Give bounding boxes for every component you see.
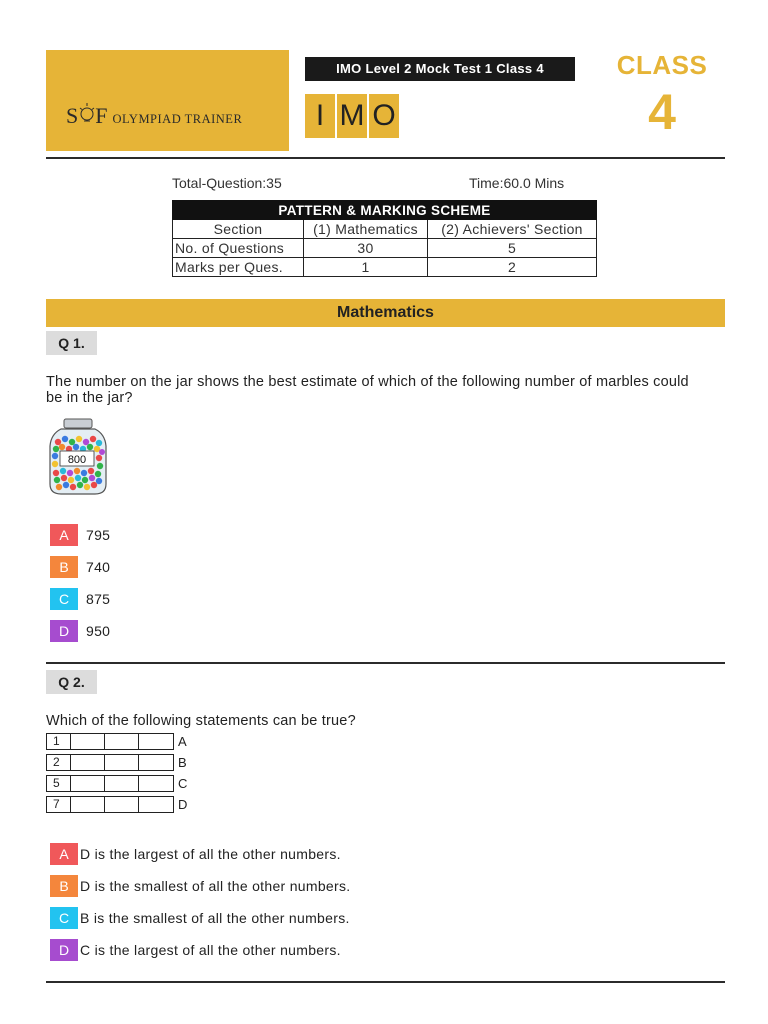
test-time: Time:60.0 Mins (469, 175, 565, 191)
section-title: Mathematics (46, 299, 725, 327)
grid-label: D (178, 797, 188, 812)
imo-letter-i: I (305, 94, 335, 138)
grid-digit: 2 (47, 755, 71, 770)
option-letter: C (50, 907, 78, 929)
digit-grid-row (46, 796, 187, 813)
jar-label: 800 (67, 454, 87, 466)
bulb-icon (79, 102, 95, 124)
option-letter: A (50, 524, 78, 546)
question-divider (46, 981, 725, 983)
q1-option-d[interactable] (50, 620, 110, 642)
scheme-title: PATTERN & MARKING SCHEME (173, 201, 597, 220)
option-letter: B (50, 875, 78, 897)
logo-letter-s: S (66, 103, 80, 128)
option-text: D is the smallest of all the other numbers. (80, 878, 351, 894)
imo-letter-m: M (337, 94, 367, 138)
option-text: C is the largest of all the other numbers. (80, 942, 341, 958)
option-letter: A (50, 843, 78, 865)
option-text: B is the smallest of all the other numbers. (80, 910, 350, 926)
question-text-2: Which of the following statements can be true? (46, 713, 356, 729)
logo-subtitle: OLYMPIAD TRAINER (112, 112, 243, 126)
option-letter: D (50, 620, 78, 642)
option-text: 950 (86, 623, 111, 639)
q1-option-a[interactable] (50, 524, 110, 546)
question-tag-2: Q 2. (46, 670, 97, 694)
table-cell: (1) Mathematics (304, 220, 428, 239)
option-letter: B (50, 556, 78, 578)
q2-option-c[interactable] (50, 907, 350, 929)
question-text-1: The number on the jar shows the best estimate of which of the following number of marbles could be in the jar? (46, 374, 689, 406)
table-cell: Marks per Ques. (173, 258, 304, 277)
grid-label: C (178, 776, 188, 791)
table-cell: 1 (304, 258, 428, 277)
table-row (173, 258, 597, 277)
question-divider (46, 662, 725, 664)
grid-digit: 7 (47, 797, 71, 812)
total-questions: Total-Question:35 (172, 175, 282, 191)
digit-grid-row (46, 775, 187, 792)
logo-letter-f: F (95, 103, 109, 128)
grid-digit: 1 (47, 734, 71, 749)
sof-logo (66, 102, 242, 129)
option-text: D is the largest of all the other numbers. (80, 846, 341, 862)
q1-option-c[interactable] (50, 588, 110, 610)
class-number: 4 (648, 84, 676, 140)
grid-label: A (178, 734, 187, 749)
option-letter: C (50, 588, 78, 610)
table-cell: 2 (428, 258, 597, 277)
table-cell: Section (173, 220, 304, 239)
table-row (173, 220, 597, 239)
table-cell: 30 (304, 239, 428, 258)
imo-logo (305, 94, 399, 138)
table-cell: 5 (428, 239, 597, 258)
option-text: 875 (86, 591, 111, 607)
option-text: 795 (86, 527, 111, 543)
class-label: CLASS (616, 50, 708, 80)
grid-digit: 5 (47, 776, 71, 791)
table-cell: No. of Questions (173, 239, 304, 258)
grid-label: B (178, 755, 187, 770)
digit-grid-row (46, 733, 187, 750)
header-divider (46, 157, 725, 159)
q2-option-b[interactable] (50, 875, 350, 897)
test-title: IMO Level 2 Mock Test 1 Class 4 (305, 57, 575, 81)
marking-scheme-table (172, 200, 597, 277)
imo-letter-o: O (369, 94, 399, 138)
digit-grid-row (46, 754, 187, 771)
option-text: 740 (86, 559, 111, 575)
marble-jar-image (47, 418, 109, 496)
q2-option-a[interactable] (50, 843, 341, 865)
option-letter: D (50, 939, 78, 961)
question-tag-1: Q 1. (46, 331, 97, 355)
q1-option-b[interactable] (50, 556, 110, 578)
table-row (173, 239, 597, 258)
sof-logo-banner (46, 50, 289, 151)
table-cell: (2) Achievers' Section (428, 220, 597, 239)
q2-option-d[interactable] (50, 939, 341, 961)
